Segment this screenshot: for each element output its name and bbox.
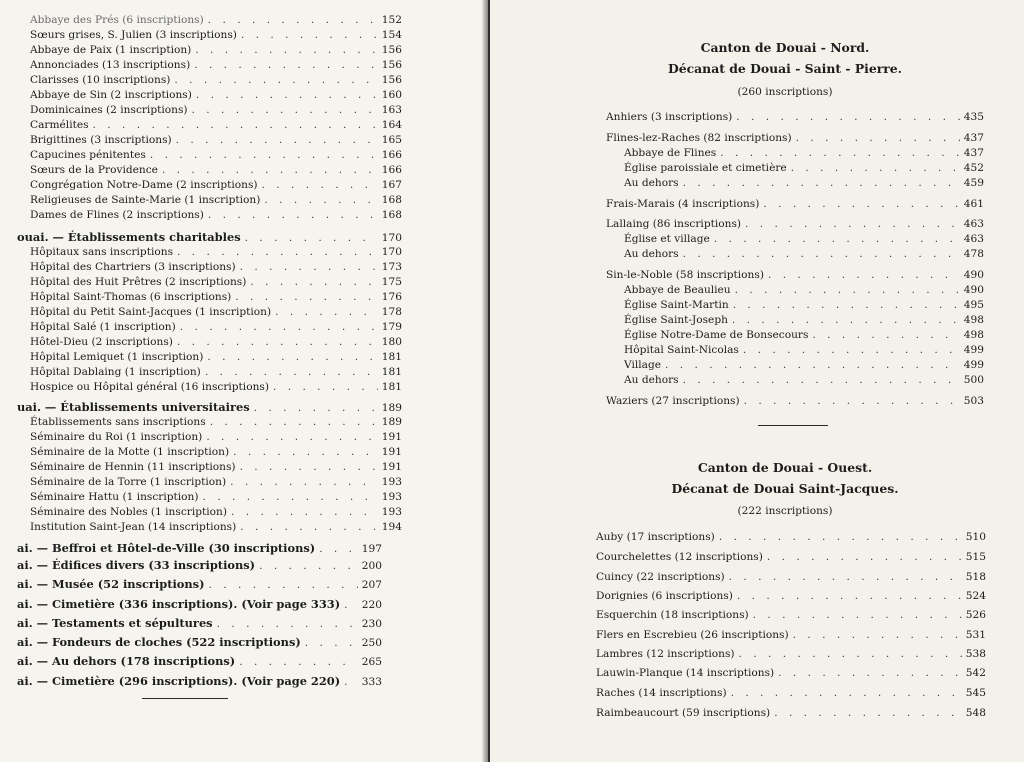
dot-leader xyxy=(259,559,358,573)
dot-leader xyxy=(176,133,378,147)
toc-entry-label: Abbaye de Flines xyxy=(624,147,717,159)
toc-entry xyxy=(30,13,402,27)
dot-leader xyxy=(264,193,377,207)
dot-leader xyxy=(208,208,378,222)
toc-entry-page: 503 xyxy=(963,395,984,407)
toc-entry-page: 498 xyxy=(963,329,984,341)
left-page xyxy=(0,0,488,762)
dot-leader xyxy=(208,578,357,592)
toc-entry xyxy=(606,217,984,231)
toc-entry-page: 156 xyxy=(381,44,402,56)
toc-entry-label: Cuincy (22 inscriptions) xyxy=(596,571,725,583)
toc-entry-page: 452 xyxy=(963,162,984,174)
toc-entry-label: Hôpital Lemiquet (1 inscription) xyxy=(30,351,204,363)
toc-entry-page: 490 xyxy=(963,284,984,296)
toc-entry xyxy=(30,73,402,87)
dot-leader xyxy=(763,197,959,211)
dot-leader xyxy=(177,335,378,349)
toc-entry-page: 463 xyxy=(963,218,984,230)
toc-entry-label: Hôpital Saint-Thomas (6 inscriptions) xyxy=(30,291,232,303)
toc-entry xyxy=(30,103,402,117)
toc-entry xyxy=(596,550,986,564)
toc-entry-page: 459 xyxy=(963,177,984,189)
toc-entry-page: 498 xyxy=(963,314,984,326)
toc-entry-page: 250 xyxy=(361,637,382,649)
toc-entry-label: Hôpital du Petit Saint-Jacques (1 inscription) xyxy=(30,306,272,318)
toc-entry-page: 515 xyxy=(965,551,986,563)
toc-entry xyxy=(30,335,402,349)
toc-entry xyxy=(30,430,402,444)
toc-entry xyxy=(596,686,986,700)
toc-entry-label: Sœurs de la Providence xyxy=(30,164,158,176)
toc-entry-page: 463 xyxy=(963,233,984,245)
toc-entry xyxy=(17,674,382,689)
toc-entry-label: Dorignies (6 inscriptions) xyxy=(596,590,733,602)
dot-leader xyxy=(208,13,378,27)
toc-entry-page: 160 xyxy=(381,89,402,101)
toc-entry-label: Brigittines (3 inscriptions) xyxy=(30,134,172,146)
dot-leader xyxy=(737,589,962,603)
section2-heading-canton: Canton de Douai - Ouest. xyxy=(697,460,873,475)
toc-entry-label: Flers en Escrebieu (26 inscriptions) xyxy=(596,629,789,641)
toc-entry xyxy=(30,290,402,304)
dot-leader xyxy=(743,343,960,357)
toc-entry-page: 548 xyxy=(965,707,986,719)
toc-entry-label: Sin-le-Noble (58 inscriptions) xyxy=(606,269,764,281)
dot-leader xyxy=(732,313,960,327)
section2-count: (222 inscriptions) xyxy=(737,505,833,517)
toc-entry-label: Village xyxy=(624,359,661,371)
toc-entry-page: 173 xyxy=(381,261,402,273)
dot-leader xyxy=(233,445,378,459)
toc-entry-page: 435 xyxy=(963,111,984,123)
toc-entry-label: Séminaire de la Motte (1 inscription) xyxy=(30,446,230,458)
toc-entry xyxy=(17,541,382,556)
toc-entry-label: Clarisses (10 inscriptions) xyxy=(30,74,171,86)
toc-entry xyxy=(624,343,984,357)
toc-entry xyxy=(606,197,984,211)
toc-entry-page: 499 xyxy=(963,359,984,371)
toc-entry-label: Au dehors xyxy=(624,374,679,386)
toc-entry xyxy=(30,260,402,274)
dot-leader xyxy=(767,550,962,564)
dot-leader xyxy=(665,358,960,372)
toc-entry xyxy=(30,208,402,222)
toc-entry xyxy=(17,635,382,650)
dot-leader xyxy=(235,290,378,304)
toc-entry-page: 170 xyxy=(381,232,402,244)
toc-entry-page: 152 xyxy=(381,14,402,26)
dot-leader xyxy=(305,636,358,650)
toc-entry xyxy=(624,373,984,387)
toc-entry xyxy=(30,350,402,364)
toc-entry-page: 193 xyxy=(381,476,402,488)
toc-entry-page: 220 xyxy=(361,599,382,611)
toc-entry xyxy=(30,245,402,259)
toc-entry xyxy=(30,475,402,489)
dot-leader xyxy=(93,118,378,132)
toc-entry xyxy=(596,647,986,661)
toc-entry-page: 207 xyxy=(361,579,382,591)
toc-entry xyxy=(17,558,382,573)
toc-entry-page: 191 xyxy=(381,461,402,473)
dot-leader xyxy=(202,490,377,504)
toc-entry-label: Église Saint-Joseph xyxy=(624,314,728,326)
toc-entry xyxy=(596,666,986,680)
dot-leader xyxy=(240,520,378,534)
toc-entry-label: Sœurs grises, S. Julien (3 inscriptions) xyxy=(30,29,237,41)
dot-leader xyxy=(736,110,959,124)
toc-entry-page: 189 xyxy=(381,416,402,428)
toc-entry xyxy=(624,161,984,175)
toc-entry xyxy=(624,298,984,312)
toc-entry-label: Courchelettes (12 inscriptions) xyxy=(596,551,763,563)
toc-entry xyxy=(30,320,402,334)
toc-entry-page: 175 xyxy=(381,276,402,288)
dot-leader xyxy=(240,260,378,274)
right-page xyxy=(490,0,1024,762)
toc-entry-page: 181 xyxy=(381,351,402,363)
toc-entry-label: ai. — Cimetière (296 inscriptions). (Voir page 220) xyxy=(17,674,341,688)
toc-entry-page: 495 xyxy=(963,299,984,311)
toc-entry-page: 156 xyxy=(381,74,402,86)
dot-leader xyxy=(207,350,377,364)
toc-entry xyxy=(624,328,984,342)
toc-entry xyxy=(624,358,984,372)
toc-entry xyxy=(624,232,984,246)
dot-leader xyxy=(180,320,378,334)
toc-entry-label: Hospice ou Hôpital général (16 inscriptions) xyxy=(30,381,269,393)
dot-leader xyxy=(250,275,377,289)
toc-entry-label: Esquerchin (18 inscriptions) xyxy=(596,609,749,621)
dot-leader xyxy=(195,43,377,57)
toc-entry xyxy=(17,616,382,631)
toc-entry xyxy=(30,88,402,102)
section-separator-rule xyxy=(758,425,828,426)
toc-entry-page: 200 xyxy=(361,560,382,572)
dot-leader xyxy=(729,570,962,584)
dot-leader xyxy=(162,163,378,177)
toc-entry-label: ai. — Édifices divers (33 inscriptions) xyxy=(17,558,256,572)
toc-entry-page: 191 xyxy=(381,431,402,443)
toc-entry xyxy=(30,505,402,519)
toc-entry xyxy=(596,628,986,642)
dot-leader xyxy=(273,380,378,394)
toc-entry-label: Lauwin-Planque (14 inscriptions) xyxy=(596,667,775,679)
dot-leader xyxy=(744,394,960,408)
toc-entry-label: Église et village xyxy=(624,233,710,245)
toc-entry-page: 180 xyxy=(381,336,402,348)
section2-heading-decanat: Décanat de Douai Saint-Jacques. xyxy=(671,481,899,496)
dot-leader xyxy=(753,608,962,622)
toc-entry-page: 164 xyxy=(381,119,402,131)
toc-entry-label: Frais-Marais (4 inscriptions) xyxy=(606,198,760,210)
toc-entry-label: Hôpital Dablaing (1 inscription) xyxy=(30,366,201,378)
toc-entry-label: Hôpital Saint-Nicolas xyxy=(624,344,739,356)
toc-entry xyxy=(624,313,984,327)
dot-leader xyxy=(791,161,960,175)
toc-entry xyxy=(30,193,402,207)
dot-leader xyxy=(262,178,378,192)
toc-entry-label: Séminaire du Roi (1 inscription) xyxy=(30,431,203,443)
dot-leader xyxy=(192,103,378,117)
toc-entry-page: 333 xyxy=(361,676,382,688)
toc-entry-page: 170 xyxy=(381,246,402,258)
toc-entry-label: Au dehors xyxy=(624,248,679,260)
toc-entry-label: Église paroissiale et cimetière xyxy=(624,162,787,174)
toc-entry-page: 179 xyxy=(381,321,402,333)
dot-leader xyxy=(714,232,960,246)
toc-entry-label: Lallaing (86 inscriptions) xyxy=(606,218,742,230)
toc-entry-page: 531 xyxy=(965,629,986,641)
dot-leader xyxy=(206,430,377,444)
dot-leader xyxy=(196,88,378,102)
left-end-rule xyxy=(142,698,228,699)
dot-leader xyxy=(683,176,960,190)
toc-entry-page: 518 xyxy=(965,571,986,583)
section1-heading-decanat: Décanat de Douai - Saint - Pierre. xyxy=(667,61,902,76)
toc-entry-label: Au dehors xyxy=(624,177,679,189)
section1-heading-canton: Canton de Douai - Nord. xyxy=(700,40,870,55)
toc-entry xyxy=(30,118,402,132)
toc-entry-page: 230 xyxy=(361,618,382,630)
dot-leader xyxy=(177,245,378,259)
toc-entry xyxy=(30,58,402,72)
toc-entry xyxy=(606,394,984,408)
dot-leader xyxy=(210,415,378,429)
toc-entry xyxy=(17,577,382,592)
dot-leader xyxy=(793,628,962,642)
toc-entry-page: 154 xyxy=(381,29,402,41)
toc-entry xyxy=(624,146,984,160)
toc-entry xyxy=(30,445,402,459)
dot-leader xyxy=(344,598,358,612)
dot-leader xyxy=(774,706,962,720)
toc-entry xyxy=(596,589,986,603)
toc-entry-page: 176 xyxy=(381,291,402,303)
toc-entry-page: 167 xyxy=(381,179,402,191)
toc-entry xyxy=(596,530,986,544)
dot-leader xyxy=(205,365,378,379)
toc-entry xyxy=(30,520,402,534)
dot-leader xyxy=(735,283,960,297)
toc-entry-label: ai. — Cimetière (336 inscriptions). (Voir page 333) xyxy=(17,597,341,611)
toc-entry xyxy=(30,380,402,394)
toc-entry xyxy=(30,460,402,474)
toc-entry-label: Religieuses de Sainte-Marie (1 inscription) xyxy=(30,194,261,206)
toc-entry-label: uai. — Établissements universitaires xyxy=(17,400,250,414)
toc-entry-label: Hôpitaux sans inscriptions xyxy=(30,246,174,258)
toc-entry xyxy=(606,268,984,282)
toc-entry-label: Anhiers (3 inscriptions) xyxy=(606,111,733,123)
toc-entry-page: 542 xyxy=(965,667,986,679)
toc-entry-page: 500 xyxy=(963,374,984,386)
toc-entry-label: Hôpital des Huit Prêtres (2 inscriptions) xyxy=(30,276,247,288)
toc-entry xyxy=(596,706,986,720)
toc-entry-page: 490 xyxy=(963,269,984,281)
toc-entry-label: Carmélites xyxy=(30,119,89,131)
toc-entry-page: 166 xyxy=(381,164,402,176)
dot-leader xyxy=(174,73,377,87)
toc-entry xyxy=(596,608,986,622)
toc-entry xyxy=(624,176,984,190)
toc-entry xyxy=(624,247,984,261)
toc-entry xyxy=(30,163,402,177)
dot-leader xyxy=(230,475,378,489)
dot-leader xyxy=(344,675,358,689)
toc-entry-label: ai. — Fondeurs de cloches (522 inscriptions) xyxy=(17,635,301,649)
toc-entry-page: 538 xyxy=(965,648,986,660)
toc-entry-page: 478 xyxy=(963,248,984,260)
toc-entry-label: Église Saint-Martin xyxy=(624,299,729,311)
toc-entry-label: ouai. — Établissements charitables xyxy=(17,230,241,244)
toc-entry xyxy=(30,133,402,147)
toc-entry-page: 166 xyxy=(381,149,402,161)
toc-entry-label: Raches (14 inscriptions) xyxy=(596,687,727,699)
toc-entry-page: 437 xyxy=(963,147,984,159)
dot-leader xyxy=(796,131,960,145)
toc-entry-label: Raimbeaucourt (59 inscriptions) xyxy=(596,707,771,719)
toc-entry xyxy=(30,43,402,57)
toc-entry-page: 168 xyxy=(381,209,402,221)
toc-entry-page: 545 xyxy=(965,687,986,699)
toc-entry xyxy=(17,230,402,245)
toc-entry-page: 181 xyxy=(381,381,402,393)
dot-leader xyxy=(245,231,378,245)
toc-entry-label: Institution Saint-Jean (14 inscriptions) xyxy=(30,521,237,533)
dot-leader xyxy=(733,298,960,312)
toc-entry xyxy=(30,490,402,504)
toc-entry-page: 526 xyxy=(965,609,986,621)
toc-entry-page: 193 xyxy=(381,506,402,518)
toc-entry xyxy=(30,275,402,289)
toc-entry-label: Abbaye de Sin (2 inscriptions) xyxy=(30,89,192,101)
toc-entry-page: 437 xyxy=(963,132,984,144)
toc-entry-label: Abbaye des Prés (6 inscriptions) xyxy=(30,14,204,26)
toc-entry-label: ai. — Testaments et sépultures xyxy=(17,616,213,630)
dot-leader xyxy=(731,686,962,700)
dot-leader xyxy=(150,148,378,162)
toc-entry-label: Capucines pénitentes xyxy=(30,149,146,161)
dot-leader xyxy=(768,268,960,282)
toc-entry xyxy=(30,365,402,379)
toc-entry-page: 181 xyxy=(381,366,402,378)
toc-entry xyxy=(30,148,402,162)
toc-entry-page: 178 xyxy=(381,306,402,318)
dot-leader xyxy=(719,530,962,544)
toc-entry xyxy=(596,570,986,584)
dot-leader xyxy=(241,28,378,42)
toc-entry-label: Abbaye de Paix (1 inscription) xyxy=(30,44,192,56)
toc-entry-page: 168 xyxy=(381,194,402,206)
dot-leader xyxy=(275,305,378,319)
dot-leader xyxy=(231,505,378,519)
toc-entry-page: 499 xyxy=(963,344,984,356)
toc-entry xyxy=(30,305,402,319)
toc-entry-label: Établissements sans inscriptions xyxy=(30,416,206,428)
dot-leader xyxy=(812,328,959,342)
dot-leader xyxy=(683,373,960,387)
toc-entry-page: 510 xyxy=(965,531,986,543)
toc-entry xyxy=(17,597,382,612)
dot-leader xyxy=(720,146,960,160)
dot-leader xyxy=(194,58,378,72)
toc-entry-page: 193 xyxy=(381,491,402,503)
dot-leader xyxy=(319,542,358,556)
toc-entry-label: Lambres (12 inscriptions) xyxy=(596,648,735,660)
toc-entry-label: Hôpital des Chartriers (3 inscriptions) xyxy=(30,261,236,273)
toc-entry-label: Séminaire de Hennin (11 inscriptions) xyxy=(30,461,236,473)
dot-leader xyxy=(254,401,378,415)
toc-entry-page: 197 xyxy=(361,543,382,555)
dot-leader xyxy=(683,247,960,261)
toc-entry-label: Église Notre-Dame de Bonsecours xyxy=(624,329,809,341)
toc-entry-label: Dominicaines (2 inscriptions) xyxy=(30,104,188,116)
toc-entry-page: 194 xyxy=(381,521,402,533)
dot-leader xyxy=(239,655,358,669)
toc-entry xyxy=(606,110,984,124)
toc-entry-page: 524 xyxy=(965,590,986,602)
dot-leader xyxy=(217,617,358,631)
toc-entry xyxy=(30,415,402,429)
toc-entry-label: Auby (17 inscriptions) xyxy=(596,531,715,543)
toc-entry-label: Annonciades (13 inscriptions) xyxy=(30,59,191,71)
dot-leader xyxy=(240,460,378,474)
toc-entry-page: 265 xyxy=(361,656,382,668)
toc-entry xyxy=(606,131,984,145)
dot-leader xyxy=(745,217,960,231)
toc-entry-label: Dames de Flines (2 inscriptions) xyxy=(30,209,204,221)
toc-entry-label: Waziers (27 inscriptions) xyxy=(606,395,740,407)
toc-entry-label: Hôpital Salé (1 inscription) xyxy=(30,321,176,333)
toc-entry xyxy=(30,28,402,42)
dot-leader xyxy=(778,666,962,680)
toc-entry-label: Séminaire de la Torre (1 inscription) xyxy=(30,476,227,488)
toc-entry-label: Hôtel-Dieu (2 inscriptions) xyxy=(30,336,173,348)
toc-entry-label: ai. — Au dehors (178 inscriptions) xyxy=(17,654,236,668)
toc-entry-page: 191 xyxy=(381,446,402,458)
toc-entry xyxy=(30,178,402,192)
toc-entry-label: Séminaire des Nobles (1 inscription) xyxy=(30,506,227,518)
toc-entry-label: ai. — Beffroi et Hôtel-de-Ville (30 inscriptions) xyxy=(17,541,316,555)
dot-leader xyxy=(739,647,962,661)
toc-entry-page: 163 xyxy=(381,104,402,116)
toc-entry-label: Abbaye de Beaulieu xyxy=(624,284,731,296)
toc-entry-label: Séminaire Hattu (1 inscription) xyxy=(30,491,199,503)
toc-entry-label: Flines-lez-Raches (82 inscriptions) xyxy=(606,132,792,144)
toc-entry-label: ai. — Musée (52 inscriptions) xyxy=(17,577,205,591)
toc-entry xyxy=(624,283,984,297)
toc-entry xyxy=(17,654,382,669)
section1-count: (260 inscriptions) xyxy=(737,86,833,98)
toc-entry-page: 189 xyxy=(381,402,402,414)
toc-entry-page: 156 xyxy=(381,59,402,71)
toc-entry-page: 165 xyxy=(381,134,402,146)
toc-entry-page: 461 xyxy=(963,198,984,210)
toc-entry xyxy=(17,400,402,415)
toc-entry-label: Congrégation Notre-Dame (2 inscriptions) xyxy=(30,179,258,191)
